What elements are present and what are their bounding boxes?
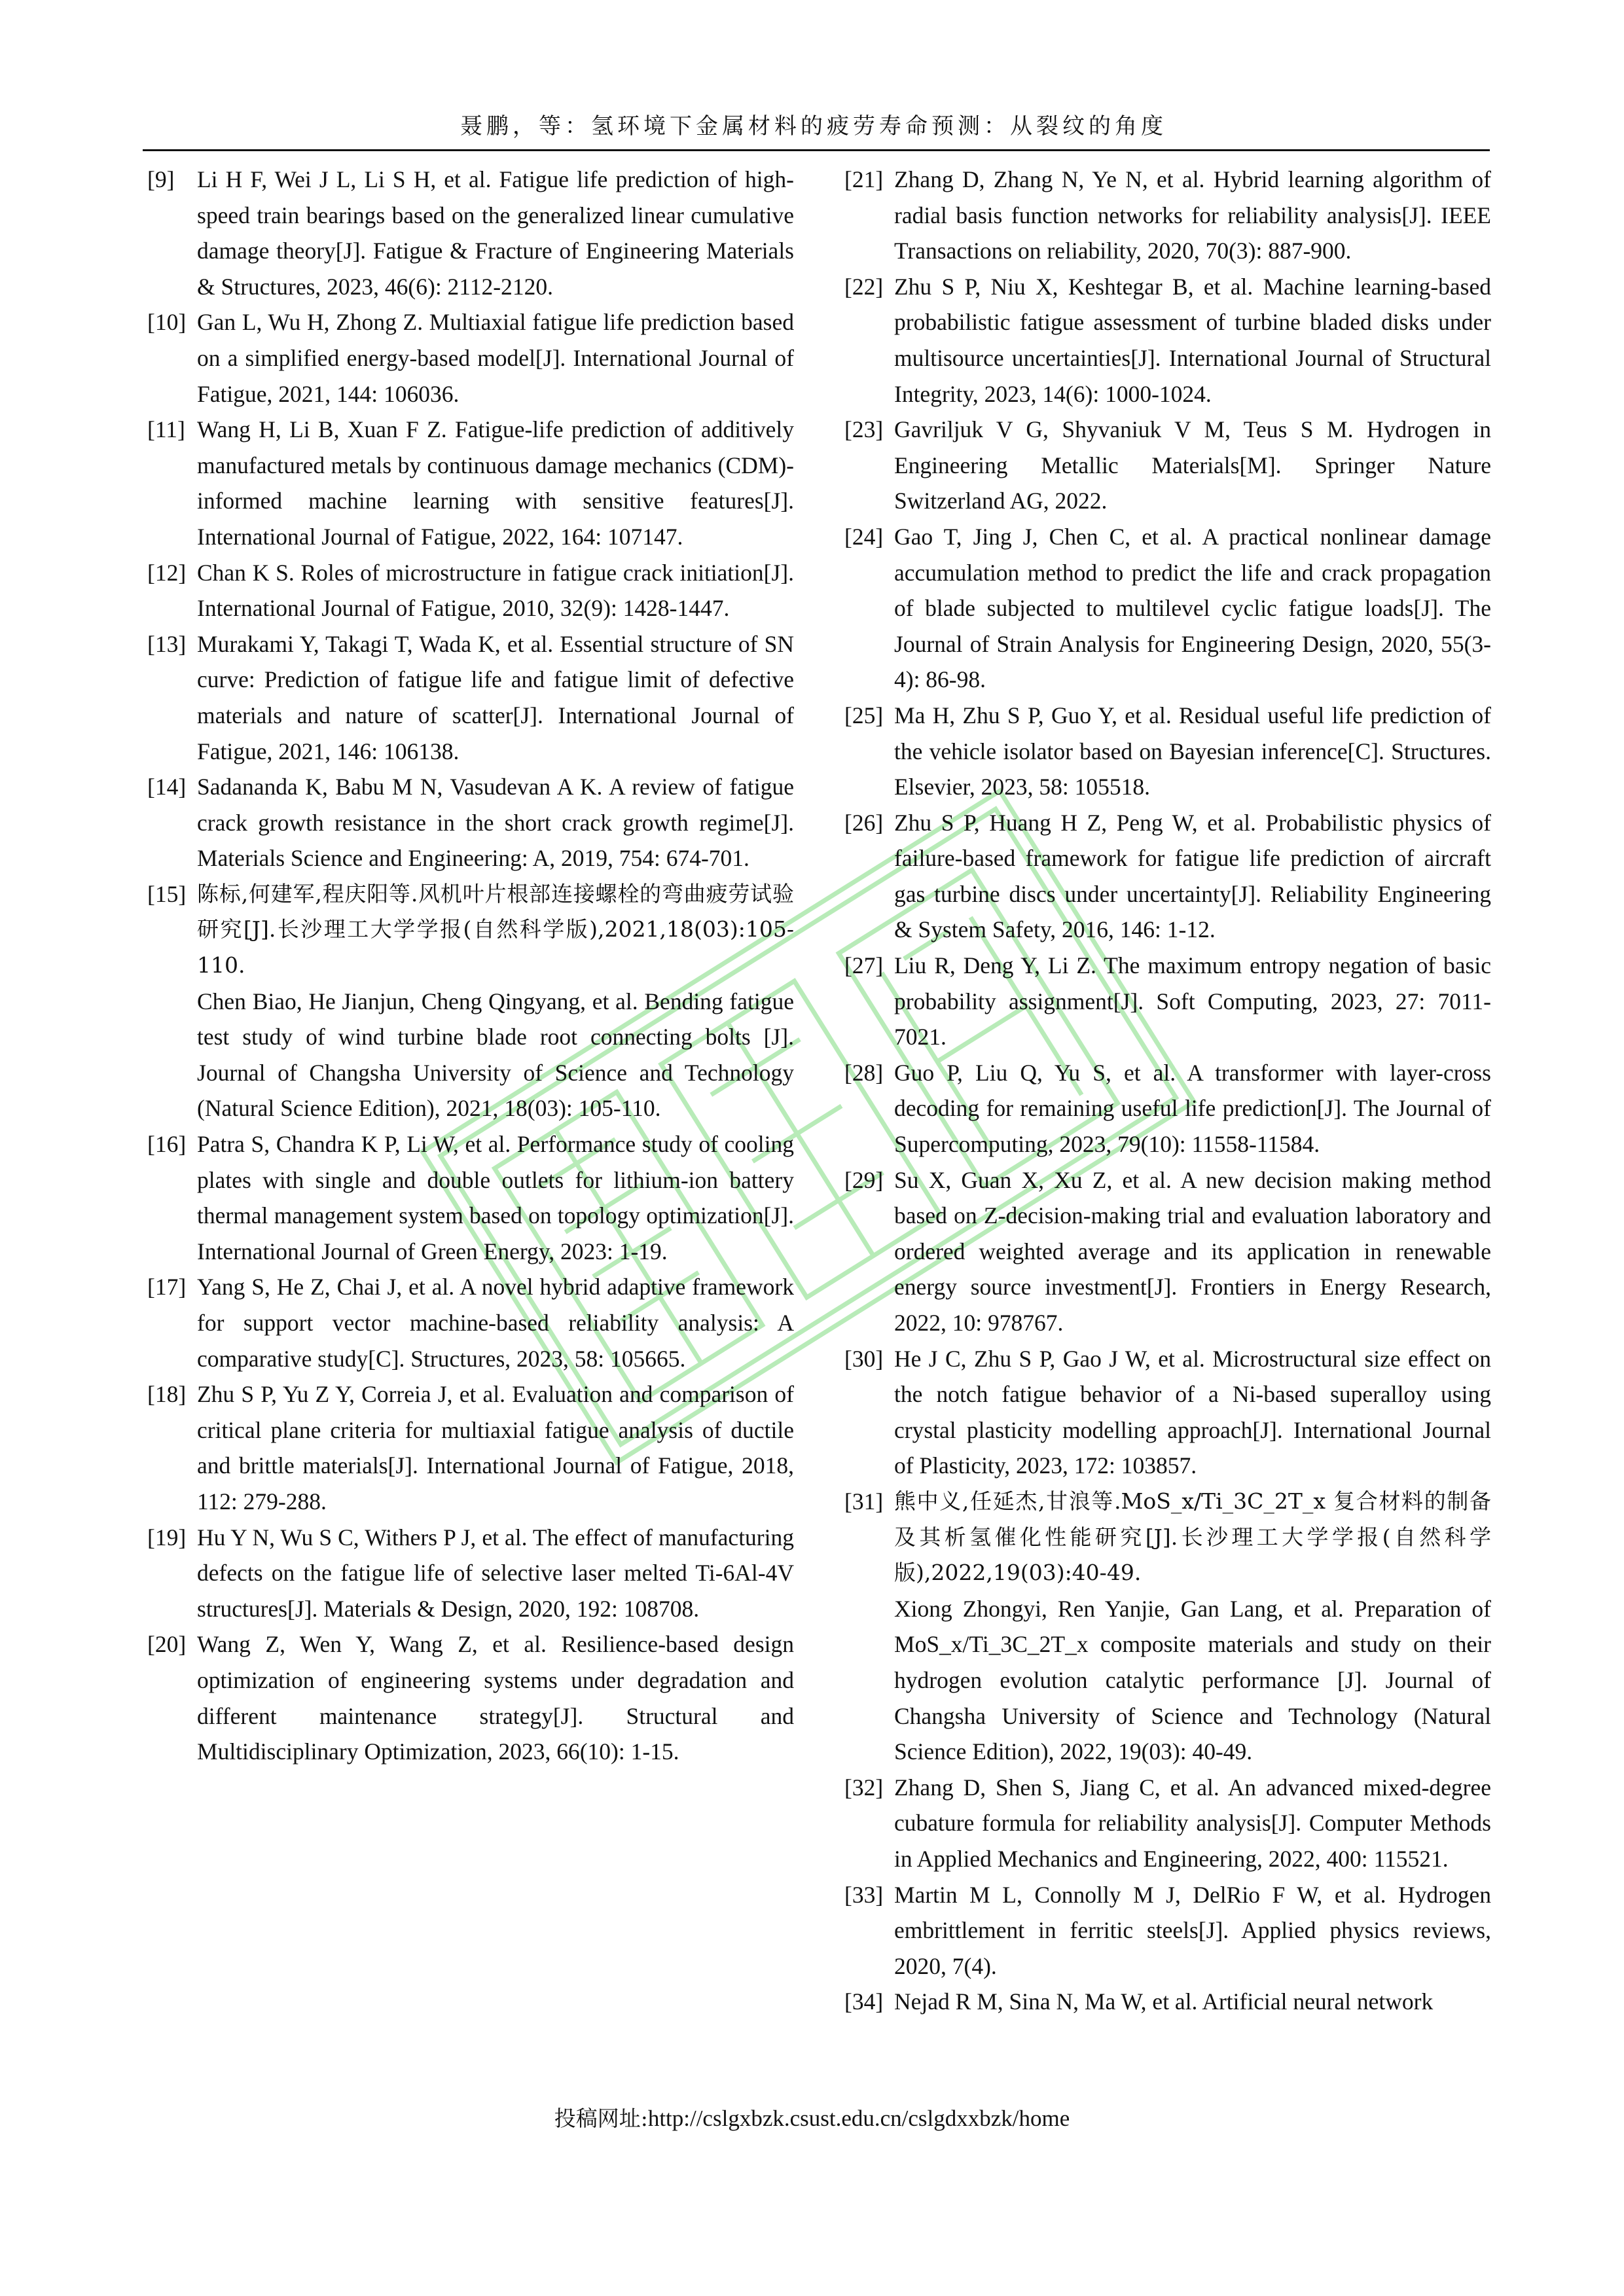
reference-entry (844, 805, 1491, 948)
reference-entry (844, 1770, 1491, 1877)
reference-entry (844, 948, 1491, 1055)
running-head: 聂鹏，等：氢环境下金属材料的疲劳寿命预测：从裂纹的角度 (460, 113, 1167, 139)
header-rule (143, 149, 1490, 151)
reference-text: 熊中义,任延杰,甘浪等.MoS_x/Ti_3C_2T_x 复合材料的制备及其析氢催化性能研究[J].长沙理工大学学报(自然科学版),2022,19(03):40-49. (894, 1488, 1491, 1586)
reference-entry (844, 1984, 1491, 2020)
reference-number: [27] (844, 952, 884, 979)
reference-text: Sadananda K, Babu M N, Vasudevan A K. A review of fatigue crack growth resistance in the short crack growth regime[J]. Materials Science and Engineering: A, 2019, 754: 674-701. (197, 774, 794, 872)
reference-entry (844, 1877, 1491, 1984)
reference-number: [26] (844, 809, 884, 836)
reference-entry (147, 555, 794, 626)
reference-text: Guo P, Liu Q, Yu S, et al. A transformer with layer-cross decoding for remaining useful life prediction[J]. The Journal of Supercomputing, 2023, 79(10): 11558-11584. (894, 1059, 1491, 1158)
reference-text: Liu R, Deng Y, Li Z. The maximum entropy negation of basic probability assignment[J]. Soft Computing, 2023, 27: 7011-7021. (894, 952, 1491, 1050)
reference-number: [13] (147, 630, 187, 657)
reference-entry (147, 876, 794, 1126)
reference-translation: Chen Biao, He Jianjun, Cheng Qingyang, et al. Bending fatigue test study of wind turbine blade root connecting bolts [J]. Journal of Changsha University of Science and Technology (Natural Science Edition), 2021, 18(03): 105-110. (197, 988, 794, 1122)
reference-entry (844, 412, 1491, 519)
reference-column-right (844, 162, 1491, 2020)
reference-entry (147, 304, 794, 412)
reference-number: [19] (147, 1524, 187, 1551)
reference-number: [10] (147, 309, 187, 336)
footer-label: 投稿网址: (554, 2106, 648, 2131)
reference-entry (844, 1055, 1491, 1162)
reference-entry (844, 162, 1491, 269)
reference-number: [25] (844, 702, 884, 728)
reference-text: Patra S, Chandra K P, Li W, et al. Performance study of cooling plates with single and double outlets for lithium-ion battery thermal management system based on topology optimization[J]. International Journal of Green Energy, 2023: 1-19. (197, 1131, 794, 1265)
reference-number: [20] (147, 1631, 187, 1658)
reference-text: Gavriljuk V G, Shyvaniuk V M, Teus S M. Hydrogen in Engineering Metallic Materials[M]. Springer Nature Switzerland AG, 2022. (894, 416, 1491, 514)
reference-text: Gan L, Wu H, Zhong Z. Multiaxial fatigue life prediction based on a simplified energy-based model[J]. International Journal of Fatigue, 2021, 144: 106036. (197, 309, 794, 407)
reference-entry (147, 769, 794, 876)
reference-text: Zhang D, Shen S, Jiang C, et al. An advanced mixed-degree cubature formula for reliability analysis[J]. Computer Methods in Applied Mechanics and Engineering, 2022, 400: 115521. (894, 1774, 1491, 1872)
reference-number: [32] (844, 1774, 884, 1801)
reference-number: [12] (147, 559, 187, 586)
reference-text: Hu Y N, Wu S C, Withers P J, et al. The effect of manufacturing defects on the fatigue life of selective laser melted Ti-6Al-4V structures[J]. Materials & Design, 2020, 192: 108708. (197, 1524, 794, 1622)
reference-text: Zhang D, Zhang N, Ye N, et al. Hybrid learning algorithm of radial basis function networks for reliability analysis[J]. IEEE Transactions on reliability, 2020, 70(3): 887-900. (894, 166, 1491, 264)
reference-entry (147, 1126, 794, 1269)
reference-text: Zhu S P, Niu X, Keshtegar B, et al. Machine learning-based probabilistic fatigue assessment of turbine bladed disks under multisource uncertainties[J]. International Journal of Structural Integrity, 2023, 14(6): 1000-1024. (894, 273, 1491, 407)
reference-text: Su X, Guan X, Xu Z, et al. A new decision making method based on Z-decision-making trial and evaluation laboratory and ordered weighted average and its application in renewable energy source investment[J]. Frontiers in Energy Research, 2022, 10: 978767. (894, 1166, 1491, 1336)
reference-number: [14] (147, 774, 187, 800)
reference-entry (147, 1376, 794, 1519)
reference-text: Gao T, Jing J, Chen C, et al. A practical nonlinear damage accumulation method to predict the life and crack propagation of blade subjected to multilevel cyclic fatigue loads[J]. The Journal of Strain Analysis for Engineering Design, 2020, 55(3-4): 86-98. (894, 523, 1491, 693)
reference-number: [31] (844, 1488, 884, 1515)
reference-entry (844, 1341, 1491, 1484)
page-footer (0, 2102, 1624, 2135)
reference-number: [23] (844, 416, 884, 443)
reference-text: Wang Z, Wen Y, Wang Z, et al. Resilience-based design optimization of engineering systems under degradation and different maintenance strategy[J]. Structural and Multidisciplinary Optimization, 2023, 66(10): 1-15. (197, 1631, 794, 1765)
footer-url[interactable]: http://cslgxbzk.csust.edu.cn/cslgdxxbzk/home (647, 2106, 1070, 2131)
reference-entry (147, 626, 794, 769)
reference-entry (844, 1162, 1491, 1341)
reference-text: Ma H, Zhu S P, Guo Y, et al. Residual useful life prediction of the vehicle isolator based on Bayesian inference[C]. Structures. Elsevier, 2023, 58: 105518. (894, 702, 1491, 800)
reference-text: Yang S, He Z, Chai J, et al. A novel hybrid adaptive framework for support vector machine-based reliability analysis: A comparative study[C]. Structures, 2023, 58: 105665. (197, 1274, 794, 1372)
reference-text: Murakami Y, Takagi T, Wada K, et al. Essential structure of SN curve: Prediction of fatigue life and fatigue limit of defective materials and nature of scatter[J]. International Journal of Fatigue, 2021, 146: 106138. (197, 630, 794, 764)
reference-number: [29] (844, 1166, 884, 1193)
reference-number: [16] (147, 1131, 187, 1158)
reference-entry (844, 698, 1491, 805)
reference-text: Wang H, Li B, Xuan F Z. Fatigue-life prediction of additively manufactured metals by continuous damage mechanics (CDM)-informed machine learning with sensitive features[J]. International Journal of Fatigue, 2022, 164: 107147. (197, 416, 794, 550)
reference-text: Zhu S P, Yu Z Y, Correia J, et al. Evaluation and comparison of critical plane criteria for multiaxial fatigue analysis of ductile and brittle materials[J]. International Journal of Fatigue, 2018, 112: 279-288. (197, 1381, 794, 1515)
reference-entry (147, 1626, 794, 1769)
reference-number: [17] (147, 1274, 187, 1300)
reference-number: [21] (844, 166, 884, 192)
reference-number: [33] (844, 1881, 884, 1908)
reference-number: [9] (147, 166, 175, 192)
reference-text: Chan K S. Roles of microstructure in fatigue crack initiation[J]. International Journal of Fatigue, 2010, 32(9): 1428-1447. (197, 559, 794, 622)
reference-entry (147, 1520, 794, 1627)
reference-text: Zhu S P, Huang H Z, Peng W, et al. Probabilistic physics of failure-based framework for fatigue life prediction of aircraft gas turbine discs under uncertainty[J]. Reliability Engineering & System Safety, 2016, 146: 1-12. (894, 809, 1491, 943)
reference-entry (147, 1269, 794, 1376)
reference-entry (147, 412, 794, 554)
reference-entry (844, 269, 1491, 412)
reference-number: [22] (844, 273, 884, 300)
reference-number: [15] (147, 880, 187, 907)
reference-text: Li H F, Wei J L, Li S H, et al. Fatigue life prediction of high-speed train bearings based on the generalized linear cumulative damage theory[J]. Fatigue & Fracture of Engineering Materials & Structures, 2023, 46(6): 2112-2120. (197, 166, 794, 300)
reference-text: He J C, Zhu S P, Gao J W, et al. Microstructural size effect on the notch fatigue behavior of a Ni-based superalloy using crystal plasticity modelling approach[J]. International Journal of Plasticity, 2023, 172: 103857. (894, 1345, 1491, 1479)
reference-entry (844, 519, 1491, 698)
reference-number: [24] (844, 523, 884, 550)
reference-text: 陈标,何建军,程庆阳等.风机叶片根部连接螺栓的弯曲疲劳试验研究[J].长沙理工大学学报(自然科学版),2021,18(03):105-110. (197, 880, 794, 978)
reference-column-left (147, 162, 794, 1770)
reference-translation: Xiong Zhongyi, Ren Yanjie, Gan Lang, et al. Preparation of MoS_x/Ti_3C_2T_x composite materials and study on their hydrogen evolution catalytic performance [J]. Journal of Changsha University of Science and Technology (Natural Science Edition), 2022, 19(03): 40-49. (894, 1595, 1491, 1765)
reference-entry (844, 1484, 1491, 1770)
reference-text: Nejad R M, Sina N, Ma W, et al. Artificial neural network (894, 1988, 1434, 2015)
reference-number: [11] (147, 416, 185, 443)
reference-text: Martin M L, Connolly M J, DelRio F W, et al. Hydrogen embrittlement in ferritic steels[J]. Applied physics reviews, 2020, 7(4). (894, 1881, 1491, 1979)
reference-number: [18] (147, 1381, 187, 1408)
reference-number: [28] (844, 1059, 884, 1086)
reference-entry (147, 162, 794, 304)
reference-number: [34] (844, 1988, 884, 2015)
reference-number: [30] (844, 1345, 884, 1372)
